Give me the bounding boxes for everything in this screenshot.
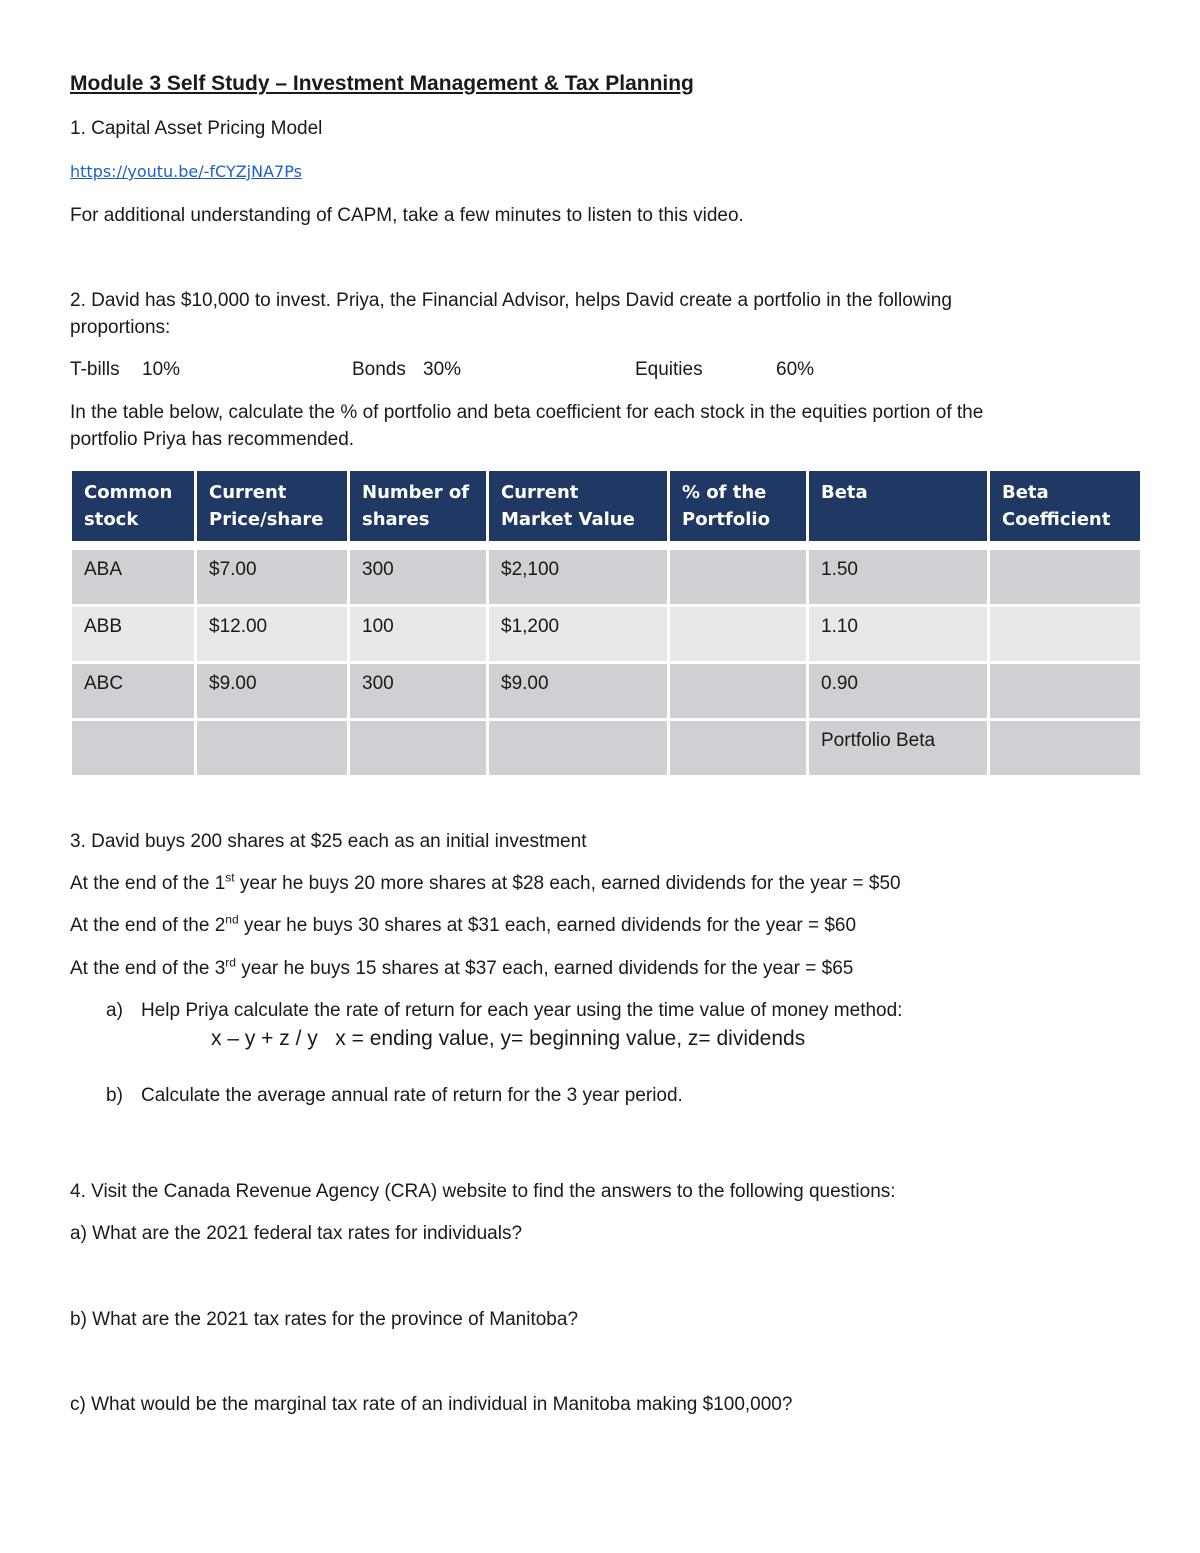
table-cell [670, 607, 806, 661]
table-cell [990, 664, 1140, 718]
table-cell: $2,100 [489, 550, 667, 604]
q2-instruction-line1: In the table below, calculate the % of portfolio and beta coefficient for each stock in the equities portion of the [70, 402, 984, 423]
stock-table [69, 468, 1143, 778]
table-cell [72, 721, 194, 775]
q3-intro: 3. David buys 200 shares at $25 each as an initial investment [70, 831, 587, 852]
table-cell: ABB [72, 607, 194, 661]
table-cell: 300 [350, 550, 486, 604]
table-cell: 1.10 [809, 607, 987, 661]
q4a-text: a) What are the 2021 federal tax rates for individuals? [70, 1223, 523, 1244]
table-cell [489, 721, 667, 775]
portfolio-beta-label: Portfolio Beta [809, 721, 987, 775]
table-cell: $12.00 [197, 607, 347, 661]
q2-text-line2: proportions: [70, 317, 171, 338]
table-cell: ABA [72, 550, 194, 604]
table-cell [350, 721, 486, 775]
table-header-row [72, 471, 1140, 541]
table-cell: 300 [350, 664, 486, 718]
table-cell: 0.90 [809, 664, 987, 718]
q3a-text: Help Priya calculate the rate of return for each year using the time value of money method: [141, 1000, 903, 1021]
allocation-bonds-value: 30% [423, 359, 462, 380]
video-link[interactable]: https://youtu.be/-fCYZjNA7Ps [70, 162, 302, 181]
table-cell: $9.00 [197, 664, 347, 718]
table-cell [670, 550, 806, 604]
allocation-equities-value: 60% [776, 359, 815, 380]
table-cell [990, 721, 1140, 775]
table-cell [670, 664, 806, 718]
table-cell: $7.00 [197, 550, 347, 604]
q4-intro: 4. Visit the Canada Revenue Agency (CRA) website to find the answers to the following questions: [70, 1181, 896, 1202]
header-number-of-shares: Number of shares [350, 471, 486, 541]
header-current-price: Current Price/share [197, 471, 347, 541]
table-cell: $1,200 [489, 607, 667, 661]
q4c-text: c) What would be the marginal tax rate of an individual in Manitoba making $100,000? [70, 1394, 793, 1415]
q4b-text: b) What are the 2021 tax rates for the province of Manitoba? [70, 1309, 579, 1330]
q1-note: For additional understanding of CAPM, take a few minutes to listen to this video. [70, 205, 744, 226]
q3a-marker: a) [106, 1000, 123, 1021]
q3b-marker: b) [106, 1085, 123, 1106]
table-cell: 100 [350, 607, 486, 661]
q1-heading: 1. Capital Asset Pricing Model [70, 118, 323, 139]
table-row [72, 664, 1140, 718]
q2-instruction-line2: portfolio Priya has recommended. [70, 429, 355, 450]
table-cell [197, 721, 347, 775]
table-cell [990, 607, 1140, 661]
table-cell: 1.50 [809, 550, 987, 604]
header-common-stock: Common stock [72, 471, 194, 541]
header-beta-coefficient: Beta Coefficient [990, 471, 1140, 541]
header-beta: Beta [809, 471, 987, 541]
allocation-equities-label: Equities [635, 359, 703, 380]
header-percent-portfolio: % of the Portfolio [670, 471, 806, 541]
q3-year-2: At the end of the 2nd year he buys 30 shares at $31 each, earned dividends for the year = $60 [70, 912, 857, 936]
allocation-bonds-label: Bonds [352, 359, 406, 380]
table-cell [670, 721, 806, 775]
page-title: Module 3 Self Study – Investment Management & Tax Planning [70, 72, 694, 95]
q3-year-1: At the end of the 1st year he buys 20 more shares at $28 each, earned dividends for the year = $50 [70, 870, 901, 894]
allocation-tbills-value: 10% [142, 359, 181, 380]
table-row [72, 550, 1140, 604]
table-row-portfolio-beta [72, 721, 1140, 775]
header-market-value: Current Market Value [489, 471, 667, 541]
q3-formula: x – y + z / y x = ending value, y= beginning value, z= dividends [211, 1027, 806, 1050]
q2-text-line1: 2. David has $10,000 to invest. Priya, the Financial Advisor, helps David create a portfolio in the following [70, 290, 952, 311]
table-cell: ABC [72, 664, 194, 718]
q3b-text: Calculate the average annual rate of return for the 3 year period. [141, 1085, 683, 1106]
allocation-tbills-label: T-bills [70, 359, 120, 380]
q3-year-3: At the end of the 3rd year he buys 15 shares at $37 each, earned dividends for the year = $65 [70, 955, 854, 979]
table-row [72, 607, 1140, 661]
table-cell [990, 550, 1140, 604]
table-cell: $9.00 [489, 664, 667, 718]
